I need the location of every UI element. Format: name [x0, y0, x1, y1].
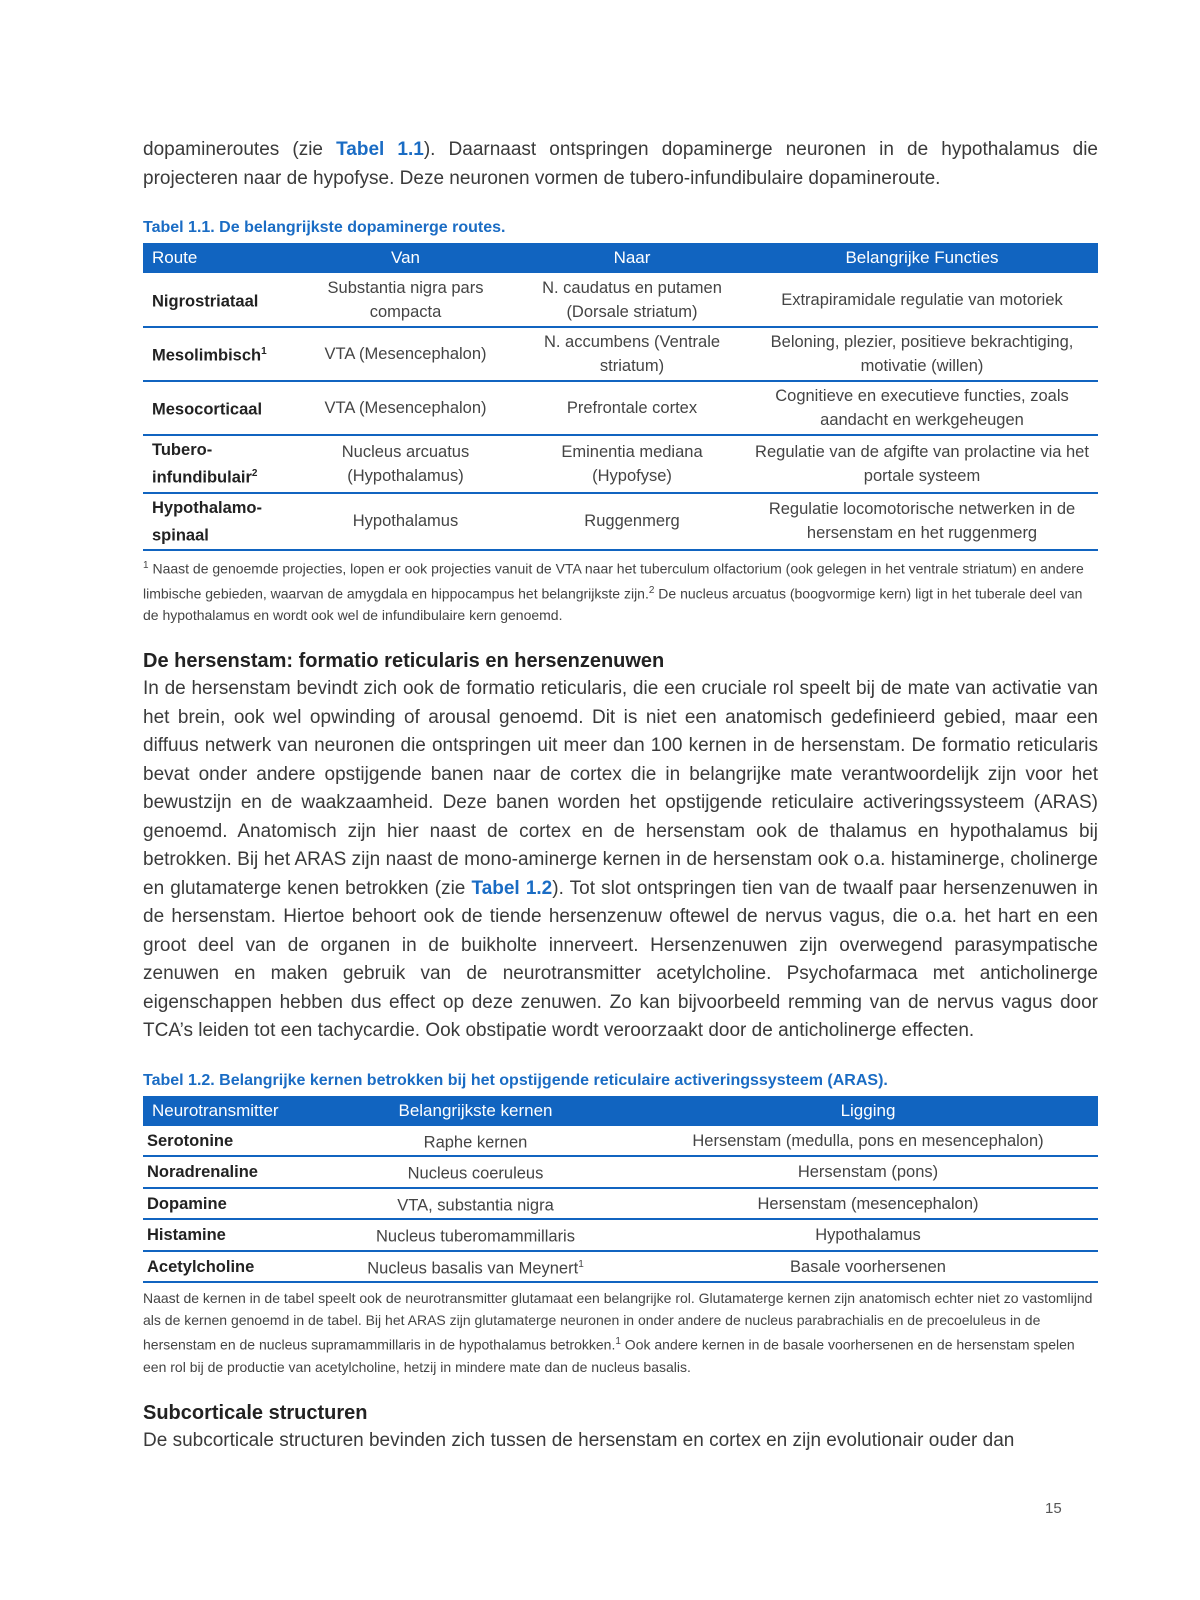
table-2-note-text: Naast de kernen in de tabel speelt ook de neurotransmitter glutamaat een belangrijke rol. Glutamaterge kernen zijn anatomisch echter niet zo vastomlijnd als de kernen genoemd in de tabel. Bij het ARAS zijn glutamaterge neuronen in onder andere de nucleus parabrachialis en de precoeluleus in de hersenstam en de nucleus supramammillaris in de hypothalamus betrokken.: [143, 1290, 1093, 1353]
ligging-cell: Hersenstam (medulla, pons en mesencephalon): [692, 1131, 1044, 1150]
kernen-cell: Nucleus basalis van Meynert$^1$: [367, 1258, 584, 1278]
header-neurotransmitter: Neurotransmitter: [143, 1096, 313, 1126]
table-1-2-link[interactable]: Tabel 1.2: [471, 877, 553, 899]
route-name: Mesocorticaal: [152, 400, 263, 419]
neurotransmitter-name: Serotonine: [147, 1131, 234, 1150]
header-functies: Belangrijke Functies: [746, 243, 1098, 273]
table-row: [143, 1156, 1098, 1188]
route-van: Substantia nigra pars compacta: [327, 278, 484, 321]
neurotransmitter-name: Acetylcholine: [147, 1257, 255, 1276]
table-row: [143, 1251, 1098, 1283]
table-row: [143, 1188, 1098, 1220]
route-van: VTA (Mesencephalon): [324, 399, 487, 417]
table-row: [143, 1126, 1098, 1157]
intro-paragraph: [143, 136, 1098, 193]
footnote-1-text: Naast de genoemde projecties, lopen er ook projecties vanuit de VTA naar het tuberculum olfactorium (ook gelegen in het ventrale striatum) en andere limbische gebieden, waarvan de amygdala en hippocampus het belangrijkste zijn.: [143, 560, 1084, 602]
footnote-marker-2: 2: [648, 584, 655, 596]
footnote-marker: 1: [615, 1336, 621, 1348]
section-heading-hersenstam: De hersenstam: formatio reticularis en hersenzenuwen: [143, 650, 665, 673]
hersenstam-text: In de hersenstam bevindt zich ook de formatio reticularis, die een cruciale rol speelt bij de mate van activatie van het brein, ook wel opwinding of arousal genoemd. Dit is niet een anatomisch gedefinieerd gebied, maar een diffuus netwerk van neuronen die ontspringen uit meer dan 100 kernen in de hersenstam. De formatio reticularis bevat onder andere opstijgende banen naar de cortex die in belangrijke mate verantwoordelijk zijn voor het bewustzijn en de waakzaamheid. Deze banen worden het opstijgende reticulaire activeringssysteem (ARAS) genoemd. Anatomisch zijn hier naast de cortex en de hersenstam ook de thalamus en hypothalamus bij betrokken. Bij het ARAS zijn naast de mono-aminerge kernen in de hersenstam ook o.a. histaminerge, cholinerge en glutamaterge kenen betrokken (zie: [143, 678, 1098, 899]
route-name: Nigrostriataal: [152, 292, 259, 311]
neurotransmitter-name: Noradrenaline: [147, 1163, 258, 1182]
neurotransmitter-name: Histamine: [147, 1226, 226, 1245]
table-2-caption: Tabel 1.2. Belangrijke kernen betrokken bij het opstijgende reticulaire activeringssysteem (ARAS).: [143, 1071, 888, 1089]
page-content: [143, 136, 1098, 1455]
header-kernen: Belangrijkste kernen: [313, 1096, 638, 1126]
subcorticaal-paragraph: De subcorticale structuren bevinden zich tussen de hersenstam en cortex en zijn evolutionair ouder dan: [143, 1429, 1015, 1451]
route-naar: N. accumbens (Ventrale striatum): [543, 333, 721, 375]
footnote-marker-1: 1: [143, 560, 149, 571]
route-van: VTA (Mesencephalon): [324, 345, 487, 363]
kernen-cell: Raphe kernen: [423, 1133, 528, 1152]
route-naar: Eminentia mediana (Hypofyse): [561, 442, 703, 485]
table-row: [143, 435, 1098, 493]
dopamine-routes-table: [143, 243, 1098, 551]
kernen-cell: VTA, substantia nigra: [397, 1196, 554, 1215]
route-functie: Extrapiramidale regulatie van motoriek: [781, 290, 1063, 309]
route-functie: Regulatie van de afgifte van prolactine via het portale systeem: [755, 442, 1089, 485]
table-1-footnote: [143, 555, 1098, 626]
route-name: Tubero-infundibulair$^2$: [152, 441, 258, 487]
table-2-note-text-cont: Ook andere kernen in de basale voorhersenen en de hersenstam spelen een rol bij de productie van acetylcholine, hetzij in mindere mate dan de nucleus basalis.: [143, 1336, 1075, 1375]
table-row: [143, 381, 1098, 435]
ligging-cell: Hersenstam (mesencephalon): [757, 1194, 979, 1213]
intro-text: dopamineroutes (zie: [143, 139, 337, 160]
table-row: [143, 273, 1098, 327]
header-naar: Naar: [518, 243, 746, 273]
kernen-cell: Nucleus tuberomammillaris: [376, 1227, 575, 1246]
table-row: [143, 327, 1098, 381]
table-header-row: [143, 243, 1098, 273]
intro-text-cont: ). Daarnaast ontspringen dopaminerge neuronen in de hypothalamus die projecteren naar de hypofyse. Deze neuronen vormen de tubero-infundibulaire dopamineroute.: [143, 139, 1099, 189]
table-1-caption: Tabel 1.1. De belangrijkste dopaminerge routes.: [143, 219, 506, 236]
ligging-cell: Hersenstam (pons): [797, 1163, 939, 1182]
route-van: Nucleus arcuatus (Hypothalamus): [341, 442, 470, 485]
neurotransmitter-name: Dopamine: [147, 1194, 227, 1213]
hersenstam-paragraph: [143, 675, 1098, 1046]
hersenstam-text-cont: ). Tot slot ontspringen tien van de twaalf paar hersenzenuwen in de hersenstam. Hiertoe behoort ook de tiende hersenzenuw oftewel de nervus vagus, die o.a. het hart en een groot deel van de organen in de buikholte innerveert. Hersenzenuwen zijn overwegend parasympatische zenuwen en maken gebruik van de neurotransmitter acetylcholine. Psychofarmaca met anticholinerge eigenschappen hebben dus effect op deze zenuwen. Zo kan bijvoorbeeld remming van de nervus vagus door TCA’s leiden tot een tachycardie. Ook obstipatie wordt veroorzaakt door de anticholinerge effecten.: [143, 877, 1099, 1042]
table-1-1-link[interactable]: Tabel 1.1: [336, 139, 424, 160]
route-name: Hypothalamo-spinaal: [152, 498, 263, 544]
ligging-cell: Basale voorhersenen: [790, 1257, 946, 1276]
table-row: [143, 493, 1098, 551]
route-naar: Prefrontale cortex: [566, 399, 698, 417]
route-naar: N. caudatus en putamen (Dorsale striatum): [542, 278, 722, 321]
route-functie: Cognitieve en executieve functies, zoals aandacht en werkgeheugen: [775, 387, 1069, 429]
route-name: Mesolimbisch$^1$: [152, 346, 267, 365]
section-heading-subcorticaal: Subcorticale structuren: [143, 1401, 368, 1424]
route-functie: Regulatie locomotorische netwerken in de hersenstam en het ruggenmerg: [768, 500, 1076, 543]
kernen-cell: Nucleus coeruleus: [407, 1164, 544, 1183]
route-naar: Ruggenmerg: [584, 512, 680, 531]
ligging-cell: Hypothalamus: [815, 1226, 921, 1245]
route-functie: Beloning, plezier, positieve bekrachtiging, motivatie (willen): [770, 333, 1074, 375]
table-header-row: [143, 1096, 1098, 1126]
header-van: Van: [293, 243, 518, 273]
table-row: [143, 1219, 1098, 1251]
table-2-footnote: [143, 1287, 1098, 1378]
footnote-2-text: De nucleus arcuatus (boogvormige kern) ligt in het tuberale deel van de hypothalamus en wordt ook wel de infundibulaire kern genoemd.: [143, 585, 1083, 624]
aras-nuclei-table: [143, 1096, 1098, 1284]
header-ligging: Ligging: [638, 1096, 1098, 1126]
route-van: Hypothalamus: [352, 512, 459, 531]
page-number: 15: [1045, 1500, 1062, 1517]
header-route: Route: [143, 243, 293, 273]
